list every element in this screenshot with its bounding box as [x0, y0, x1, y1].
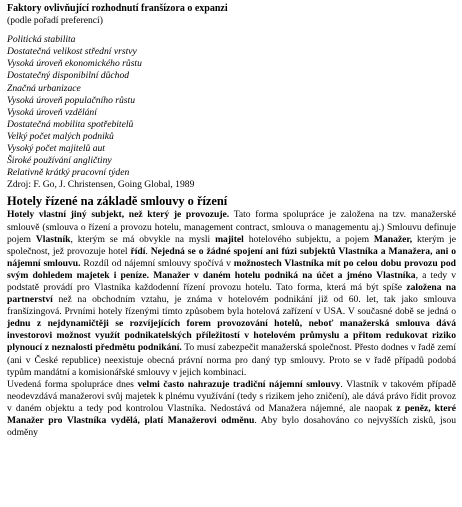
factor-item: Dostatečná mobilita spotřebitelů: [7, 118, 134, 130]
text-run: .: [145, 245, 151, 257]
text-run: . Vlastník v takovém případě neodevzdává manažerovi svůj majetek k plnému využívání (tedy s rizikem jeho zničení), ale dává právo řídit provoz v daném objektu a tedy pod kontrolou Vlastníka. Nedostává od Manažera nájemné, ale naopak: [7, 378, 456, 414]
emphasis: založena na partnerství: [7, 281, 456, 306]
text-run: Uvedená forma spolupráce dnes: [7, 378, 138, 390]
paragraph-1: [7, 209, 456, 378]
section-heading: Hotely řízené na základě smlouvy o řízení: [7, 194, 228, 209]
text-run: , a tedy v podstatě provádí pro Vlastníka každodenní řízení provozu hotelu. Tato forma, která má být spíše: [7, 269, 457, 293]
box-subtitle: (podle pořadí preferencí): [7, 15, 103, 27]
factor-item: Vysoká úroveň vzdělání: [7, 106, 97, 118]
text-run: To musí zabezpečit manažerská společnost. Přesto dodnes v řadě zemí (ani v České republice) neexistuje obecná právní norma pro daný typ smlouvy. Proto se v řadě případů podobá typům mandátní a komisionářské smlouvy v jejich kombinaci.: [7, 342, 456, 378]
factor-item: Politická stabilita: [7, 34, 76, 46]
factor-item: Vysoká úroveň populačního růstu: [7, 94, 135, 106]
factor-item: Vysoká úroveň ekonomického růstu: [7, 58, 142, 70]
emphasis: jednu z nejdynamičtěji se rozvíjejících forem provozování hotelů, neboť manažerská smlouva dává investorovi možnost využít podnikatelských příležitostí v hotelovém průmyslu a přitom redukovat riziko plynoucí z neznalosti předmětu podnikání.: [7, 318, 456, 354]
text-run: , kterým se má obvykle na mysli: [70, 233, 216, 245]
factor-item: Široké používání angličtiny: [7, 155, 112, 167]
emphasis: Vlastník: [35, 233, 71, 245]
factor-item: Dostatečná velikost střední vrstvy: [7, 46, 137, 58]
factor-item: Dostatečný disponibilní důchod: [7, 70, 130, 82]
source-citation: Zdroj: F. Go, J. Christensen, Going Global, 1989: [7, 179, 195, 191]
emphasis: majitel: [215, 233, 244, 245]
box-title: Faktory ovlivňující rozhodnutí franšízora o expanzi: [7, 3, 228, 14]
text-run: hotelového subjektu, a pojem: [243, 233, 374, 245]
paragraph-2: [7, 379, 456, 439]
factors-box: [7, 3, 456, 191]
text-run: než na obchodním vztahu, je známa v hotelovém podnikání již od 60. let, tak jako smlouva franšízingová. Prvními hotely řízenými tímto způsobem byla hotelová zařízení v USA. V současné době se jedná o: [7, 294, 456, 318]
text-run: . Aby bylo dosahováno co nejvyšších zisků, jsou odměny: [7, 415, 457, 439]
factor-item: Vysoký počet majitelů aut: [7, 143, 105, 155]
text-run: kterým je společnost, jež provozuje hotel: [7, 233, 456, 257]
factor-item: Značná urbanizace: [7, 82, 81, 94]
emphasis: Nejedná se o žádné spojení ani fúzi subjektů Vlastníka a Manažera, ani o nájemní smlouvu.: [7, 245, 456, 269]
emphasis: řídí: [130, 245, 146, 257]
emphasis: Manažer,: [373, 233, 413, 245]
emphasis: velmi často nahrazuje tradiční nájemní smlouvy: [137, 378, 341, 390]
text-run: Rozdíl od nájemní smlouvy spočívá v: [80, 257, 234, 269]
text-run: Tato forma spolupráce je založena na tzv. manažerské smlouvě (smlouva o řízení a provozu hotelu, management contract, smlouva o managementu aj.) Smlouvu definuje pojem: [7, 209, 457, 245]
factors-list: [7, 34, 456, 179]
factor-item: Relativně krátký pracovní týden: [7, 167, 130, 179]
emphasis: možnostech Vlastníka mít po celou dobu provozu pod svým dohledem majetek i peníze. Manažer v daném hotelu podniká na účet a jméno Vlastníka: [7, 257, 456, 281]
factor-item: Velký počet malých podniků: [7, 130, 114, 142]
emphasis: z peněz, které Manažer pro Vlastníka vydělá, platí Manažerovi odměnu: [7, 402, 456, 426]
emphasis: Hotely vlastní jiný subjekt, než který je provozuje.: [7, 209, 230, 221]
